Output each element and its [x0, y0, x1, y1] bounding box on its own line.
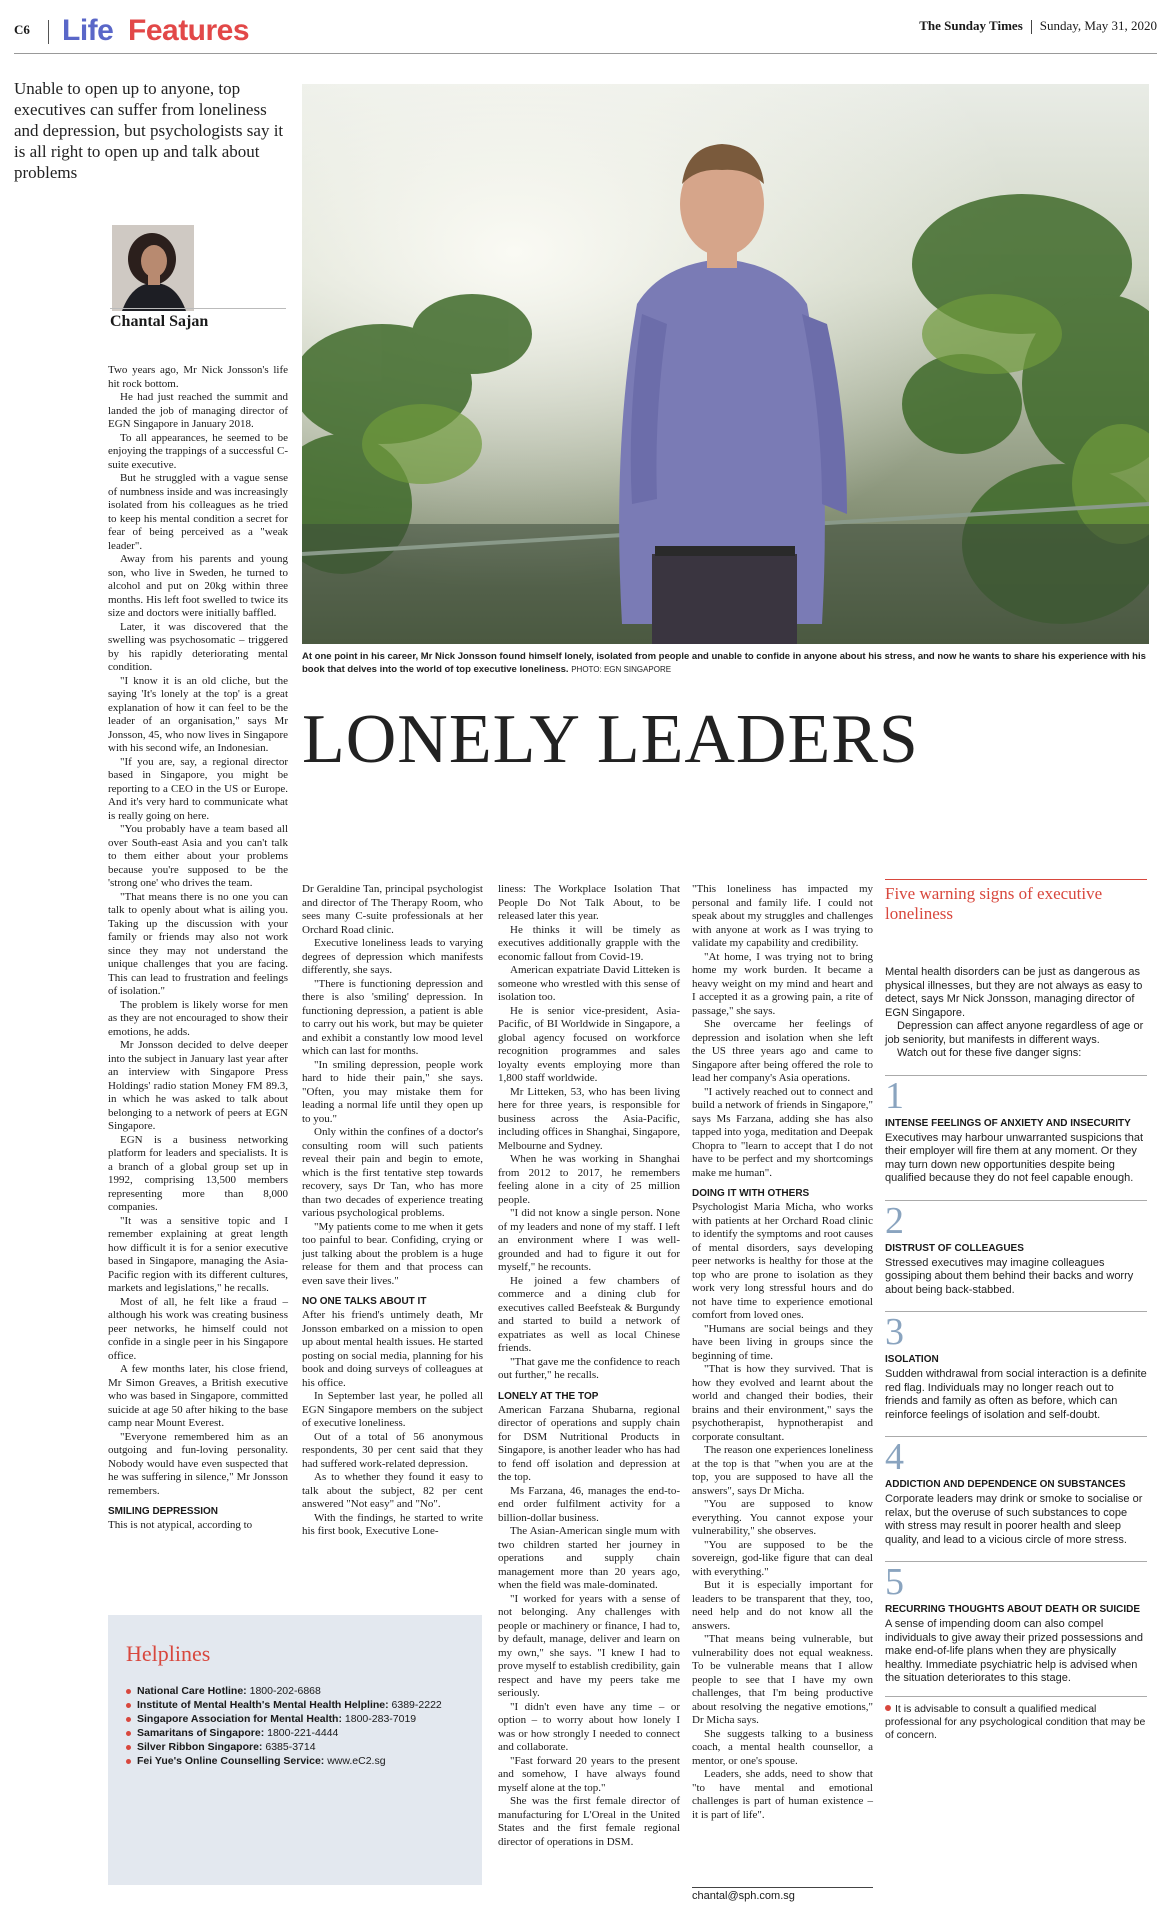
photo-credit: PHOTO: EGN SINGAPORE: [571, 665, 672, 674]
paragraph: "You are supposed to know everything. You cannot expose your vulnerability," she observes.: [692, 1498, 873, 1537]
helplines-box: [108, 1615, 482, 1885]
paragraph: "That gave me the confidence to reach out further," he recalls.: [498, 1355, 680, 1381]
helpline-value: 1800-221-4444: [267, 1727, 339, 1739]
paragraph: When he was working in Shanghai from 2012 to 2017, he remembers feeling alone in a city of 25 million people.: [498, 1153, 680, 1206]
paragraph: Later, it was discovered that the swelling was psychosomatic – triggered by his rapidly deteriorating mental condition.: [108, 620, 288, 673]
bullet-dot: [885, 1705, 891, 1711]
helpline-item: [126, 1713, 464, 1726]
headline: LONELY LEADERS: [302, 701, 919, 778]
sign-title: DISTRUST OF COLLEAGUES: [885, 1242, 1024, 1254]
paragraph: After his friend's untimely death, Mr Jonsson embarked on a mission to open up about mental health issues. He started posting on social media, planning for his book and doing surveys of colleagues at his office.: [302, 1309, 483, 1389]
warning-sign: [885, 1311, 1147, 1422]
paragraph: "That is how they survived. That is how they evolved and learnt about the world and changed their bodies, their brains and their environment," says the psychotherapist, hypnotherapist and corporate consultant.: [692, 1363, 873, 1443]
paragraph: Out of a total of 56 anonymous respondents, 30 per cent said that they had suffered work-related depression.: [302, 1430, 483, 1470]
subheading: SMILING DEPRESSION: [108, 1506, 219, 1517]
note-text: It is advisable to consult a qualified medical professional for any psychological condition that may be of concern.: [885, 1702, 1146, 1741]
paragraph: liness: The Workplace Isolation That People Do Not Talk About, to be released later this year.: [498, 883, 680, 922]
paragraph: The reason one experiences loneliness at the top is that "when you are at the top, you are supposed to have all the answers", says Dr Micha.: [692, 1444, 873, 1497]
header-divider: [48, 20, 49, 44]
paragraph: Most of all, he felt like a fraud – although his work was creating business peer networks, he himself could not confide in a single peer in his Singapore office.: [108, 1295, 288, 1362]
paragraph: Ms Farzana, 46, manages the end-to-end order fulfilment activity for a billion-dollar business.: [498, 1484, 680, 1524]
paragraph: "Fast forward 20 years to the present and somehow, I have always found myself alone at the top.": [498, 1754, 680, 1794]
subheading: DOING IT WITH OTHERS: [692, 1188, 810, 1199]
paragraph: She overcame her feelings of depression and isolation when she left the US three years ago and came to Singapore after being offered the role to lead her company's Asia operations.: [692, 1018, 873, 1084]
paragraph: Psychologist Maria Micha, who works with patients at her Orchard Road clinic to identify the symptoms and root causes of mental disorders, says developing peer networks is healthy for those at the top who are prone to isolation as they work very long stressful hours and do not have time to experience emotional comfort from loved ones.: [692, 1201, 873, 1321]
helpline-value: 6385-3714: [265, 1741, 316, 1753]
paragraph: Mr Litteken, 53, who has been living here for three years, is responsible for business across the Asia-Pacific, including offices in Shanghai, Singapore, Melbourne and Sydney.: [498, 1085, 680, 1152]
publication-info: [919, 18, 1157, 34]
paragraph: "There is functioning depression and there is also 'smiling' depression. In functioning depression, a patient is able to carry out his work, but may be quieter and exhibit a constantly low mood level which can last for months.: [302, 977, 483, 1057]
paragraph: He is senior vice-president, Asia-Pacific, of BI Worldwide in Singapore, a global agency focused on workforce recognition programmes and sales loyalty events employing more than 1,800 staff worldwide.: [498, 1004, 680, 1084]
subheading: NO ONE TALKS ABOUT IT: [302, 1296, 427, 1307]
caption-text: At one point in his career, Mr Nick Jonsson found himself lonely, isolated from people and unable to confide in anyone about his stress, and now he wants to share his experience with his book that delves into the world of top executive loneliness.: [302, 651, 1146, 675]
paragraph: Away from his parents and young son, who live in Sweden, he turned to alcohol and put on 20kg within three months. His left foot swelled to twice its size and doctors were initially baffled.: [108, 553, 288, 619]
helplines-title: Helplines: [126, 1641, 211, 1666]
paragraph: "I didn't even have any time – or option – to worry about how lonely I was or how strongly I needed to connect and collaborate.: [498, 1700, 680, 1753]
subsection-name: Features: [128, 14, 250, 47]
article-deck: Unable to open up to anyone, top executives can suffer from loneliness and depression, but psychologists say it is all right to open up and talk about problems: [14, 79, 284, 182]
article-column-4: [692, 883, 873, 1822]
sign-text: A sense of impending doom can also compel individuals to give away their prized possessions and make end-of-life plans when they are physically healthy. Immediate psychiatric help is advised when the situation deteriorates to this stage.: [885, 1618, 1144, 1684]
page-header: [14, 14, 1157, 54]
sidebar-intro: [885, 966, 1147, 1061]
paragraph: Watch out for these five danger signs:: [897, 1047, 1082, 1059]
section-name: Life: [62, 14, 114, 47]
paragraph: "That means being vulnerable, but vulnerability does not equal weakness. To be vulnerable means that I allow people to see that I have my own challenges, that I'm being productive about resolving the negative emotions," Dr Micha says.: [692, 1633, 873, 1726]
paragraph: American expatriate David Litteken is someone who wrestled with this sense of isolation too.: [498, 964, 680, 1003]
paragraph: "This loneliness has impacted my personal and family life. I could not speak about my struggles and challenges with anyone at work as I was trying to validate my capability and credibility.: [692, 883, 873, 949]
paragraph: Dr Geraldine Tan, principal psychologist and director of The Therapy Room, who sees many C-suite professionals at her Orchard Road clinic.: [302, 883, 483, 936]
paragraph: American Farzana Shubarna, regional director of operations and supply chain for DSM Nutritional Products in Singapore, is another leader who has had to fend off isolation and depression at the top.: [498, 1403, 680, 1483]
sign-title: ISOLATION: [885, 1354, 939, 1365]
page-number: C6: [14, 22, 30, 37]
article-column-2: [302, 883, 483, 1539]
helpline-item: [126, 1741, 464, 1754]
paragraph: "If you are, say, a regional director based in Singapore, you might be reporting to a CEO in the US or Europe. And it's very hard to communicate what is really going on here.: [108, 755, 288, 822]
paragraph: Mental health disorders can be just as dangerous as physical illnesses, but they are not always as easy to detect, says Mr Nick Jonsson, managing director of EGN Singapore.: [885, 966, 1143, 1019]
paragraph: This is not atypical, according to: [108, 1519, 253, 1531]
sign-text: Sudden withdrawal from social interaction is a definite red flag. Individuals may no longer reach out to friends and family as often as before, which can reinforce feelings of isolation and self-doubt.: [885, 1368, 1147, 1421]
sign-number: 3: [885, 1311, 904, 1353]
paragraph: But he struggled with a vague sense of numbness inside and was increasingly isolated from his colleagues as he tried to keep his mental condition a secret for fear of being perceived as a "weak leader".: [108, 472, 288, 552]
paragraph: In September last year, he polled all EGN Singapore members on the subject of executive loneliness.: [302, 1390, 483, 1429]
paragraph: Two years ago, Mr Nick Jonsson's life hit rock bottom.: [108, 364, 288, 390]
paragraph: "My patients come to me when it gets too painful to bear. Confiding, crying or just talking about the problem is a huge release for them and that process can even save their lives.": [302, 1220, 483, 1287]
paragraph: "It was a sensitive topic and I remember explaining at great length how difficult it is for a senior executive based in Singapore, managing the Asia-Pacific region with its different cultures, markets and legislations," he recalls.: [108, 1214, 288, 1294]
sign-number: 4: [885, 1436, 904, 1478]
author-photo: [112, 225, 194, 311]
paragraph: A few months later, his close friend, Mr Simon Greaves, a British executive who was based in Singapore, committed suicide at age 50 after hiking to the base camp near Mount Everest.: [108, 1363, 288, 1429]
sign-text: Corporate leaders may drink or smoke to socialise or relax, but the overuse of such substances to cope with stress may result in poorer health and sleep quality, and lead to a vicious circle of more stress.: [885, 1493, 1143, 1546]
sign-number: 1: [885, 1074, 904, 1117]
warning-sign: [885, 1075, 1147, 1186]
paragraph: As to whether they found it easy to talk about the subject, 82 per cent answered "Not easy" and "No".: [302, 1471, 483, 1510]
helpline-name: Singapore Association for Mental Health:: [137, 1713, 342, 1725]
publication-name: The Sunday Times: [919, 18, 1023, 33]
helpline-name: Institute of Mental Health's Mental Health Helpline:: [137, 1699, 389, 1711]
feature-photo: [302, 84, 1149, 644]
helpline-item: [126, 1685, 464, 1698]
sign-text: Executives may harbour unwarranted suspicions that their employer will fire them at any moment. Or they may turn down new opportunities despite being qualified because they do not feel capable enough.: [885, 1131, 1144, 1184]
paragraph: "I did not know a single person. None of my leaders and none of my staff. I left an environment where I was well-grounded and had to figure it out for myself," he recounts.: [498, 1207, 680, 1273]
paragraph: EGN is a business networking platform for leaders and specialists. It is a branch of a global group set up in 1992, comprising 13,500 members representing more than 8,000 companies.: [108, 1133, 288, 1213]
paragraph: Mr Jonsson decided to delve deeper into the subject in January last year after an interview with Singapore Press Holdings' radio station Money FM 89.3, in which he was asked to talk about belonging to a network of peers at EGN Singapore.: [108, 1039, 288, 1132]
paragraph: With the findings, he started to write his first book, Executive Lone-: [302, 1511, 483, 1537]
paragraph: Executive loneliness leads to varying degrees of depression which manifests differently, she says.: [302, 937, 483, 976]
paragraph: "Everyone remembered him as an outgoing and fun-loving personality. Nobody would have even suspected that he was suffering in silence," Mr Jonsson remembers.: [108, 1430, 288, 1497]
sign-title: ADDICTION AND DEPENDENCE ON SUBSTANCES: [885, 1479, 1126, 1490]
paragraph: Leaders, she adds, need to show that "to have mental and emotional challenges is part of human existence – it is part of life".: [692, 1768, 873, 1821]
article-column-3: [498, 883, 680, 1849]
paragraph: "Humans are social beings and they have been living in groups since the beginning of time.: [692, 1322, 873, 1362]
paragraph: Only within the confines of a doctor's consulting room will such patients reveal their pain and begin to emote, which is the first tentative step towards recovery, says Dr Tan, who has more than two decades of experience treating various psychological problems.: [302, 1126, 483, 1219]
sign-text: Stressed executives may imagine colleagues gossiping about them behind their backs and worry about being back-stabbed.: [885, 1256, 1134, 1296]
paragraph: "You are supposed to be the sovereign, god-like figure that can deal with everything.": [692, 1538, 873, 1578]
article-column-1: [108, 364, 288, 1533]
subheading: LONELY AT THE TOP: [498, 1390, 599, 1402]
photo-caption: [302, 650, 1147, 676]
paragraph: "You probably have a team based all over South-east Asia and you can't talk to them either about your problems because you're supposed to be the 'strong one' who drives the team.: [108, 823, 288, 889]
issue-date: Sunday, May 31, 2020: [1039, 18, 1157, 33]
helpline-item: [126, 1755, 464, 1768]
paragraph: But it is especially important for leaders to be transparent that they, too, need help and do not know all the answers.: [692, 1579, 873, 1632]
helpline-value: 1800-283-7019: [344, 1713, 417, 1725]
warning-signs-sidebar: [885, 879, 1147, 1742]
helpline-name: Silver Ribbon Singapore:: [137, 1741, 263, 1753]
sidebar-note: [885, 1696, 1147, 1742]
sign-title: RECURRING THOUGHTS ABOUT DEATH OR SUICIDE: [885, 1604, 1140, 1615]
paragraph: "In smiling depression, people work hard to hide their pain," she says. "Often, you may mistake them for leading a normal life until they open up to you.": [302, 1058, 483, 1125]
helpline-item: [126, 1699, 464, 1712]
helpline-value[interactable]: www.eC2.sg: [327, 1755, 386, 1767]
warning-sign: [885, 1561, 1147, 1686]
helpline-name: Samaritans of Singapore:: [137, 1727, 265, 1739]
paragraph: The Asian-American single mum with two children started her journey in operations and supply chain management more than 20 years ago, when the field was male-dominated.: [498, 1525, 680, 1591]
paragraph: "I worked for years with a sense of not belonging. Any challenges with people or machinery or finance, I had to, by default, manage, deliver and learn on my own," she says. "I knew I had to prove myself to establish credibility, gain respect and have my peers take me seriously.: [498, 1592, 680, 1699]
sidebar-title: Five warning signs of executive loneliness: [885, 879, 1147, 924]
author-byline: Chantal Sajan: [110, 308, 286, 331]
paragraph: Depression can affect anyone regardless of age or job seniority, but manifests in different ways.: [885, 1020, 1144, 1046]
sign-number: 5: [885, 1561, 904, 1603]
paragraph: To all appearances, he seemed to be enjoying the trappings of a successful C-suite executive.: [108, 431, 288, 471]
helpline-name: Fei Yue's Online Counselling Service:: [137, 1755, 325, 1767]
sign-number: 2: [885, 1199, 904, 1242]
helpline-item: [126, 1727, 464, 1740]
warning-sign: [885, 1436, 1147, 1547]
helpline-value: 6389-2222: [391, 1699, 442, 1711]
paragraph: The problem is likely worse for men as they are not encouraged to show their emotions, he adds.: [108, 998, 288, 1038]
paragraph: He had just reached the summit and landed the job of managing director of EGN Singapore in January 2018.: [108, 391, 288, 430]
paragraph: She was the first female director of manufacturing for L'Oreal in the United States and the first female regional director of operations in DSM.: [498, 1795, 680, 1848]
helpline-name: National Care Hotline:: [137, 1685, 247, 1697]
author-email[interactable]: chantal@sph.com.sg: [692, 1887, 873, 1902]
helpline-value: 1800-202-6868: [249, 1685, 321, 1697]
sign-title: INTENSE FEELINGS OF ANXIETY AND INSECURITY: [885, 1117, 1131, 1129]
paragraph: "That means there is no one you can talk to openly about what is ailing you. Taking up the discussion with your family or friends may also not work since they may not understand the unique challenges that you are facing. This can lead to frustration and feelings of isolation.": [108, 890, 288, 997]
warning-sign: [885, 1200, 1147, 1298]
paragraph: "I actively reached out to connect and build a network of friends in Singapore," says Ms Farzana, adding she has also tapped into yoga, meditation and Deepak Chopra to "learn to accept that I do not have to be perfect and my shortcomings make me human".: [692, 1085, 873, 1179]
paragraph: He joined a few chambers of commerce and a dining club for executives called Beefsteak & Burgundy and started to build a network of expatriates as well as local Chinese friends.: [498, 1274, 680, 1354]
paragraph: "I know it is an old cliche, but the saying 'It's lonely at the top' is a great explanation of how it can feel to be the leader of an organisation," says Mr Jonsson, 45, who now lives in Singapore with his second wife, an Indonesian.: [108, 674, 288, 754]
paragraph: She suggests talking to a business coach, a mental health counsellor, a mentor, or one's spouse.: [692, 1727, 873, 1767]
paragraph: "At home, I was trying not to bring home my work burden. It became a heavy weight on my mind and heart and I accepted it as a growing pain, a rite of passage," she says.: [692, 950, 873, 1017]
paragraph: He thinks it will be timely as executives additionally grapple with the economic fallout from Covid-19.: [498, 923, 680, 963]
